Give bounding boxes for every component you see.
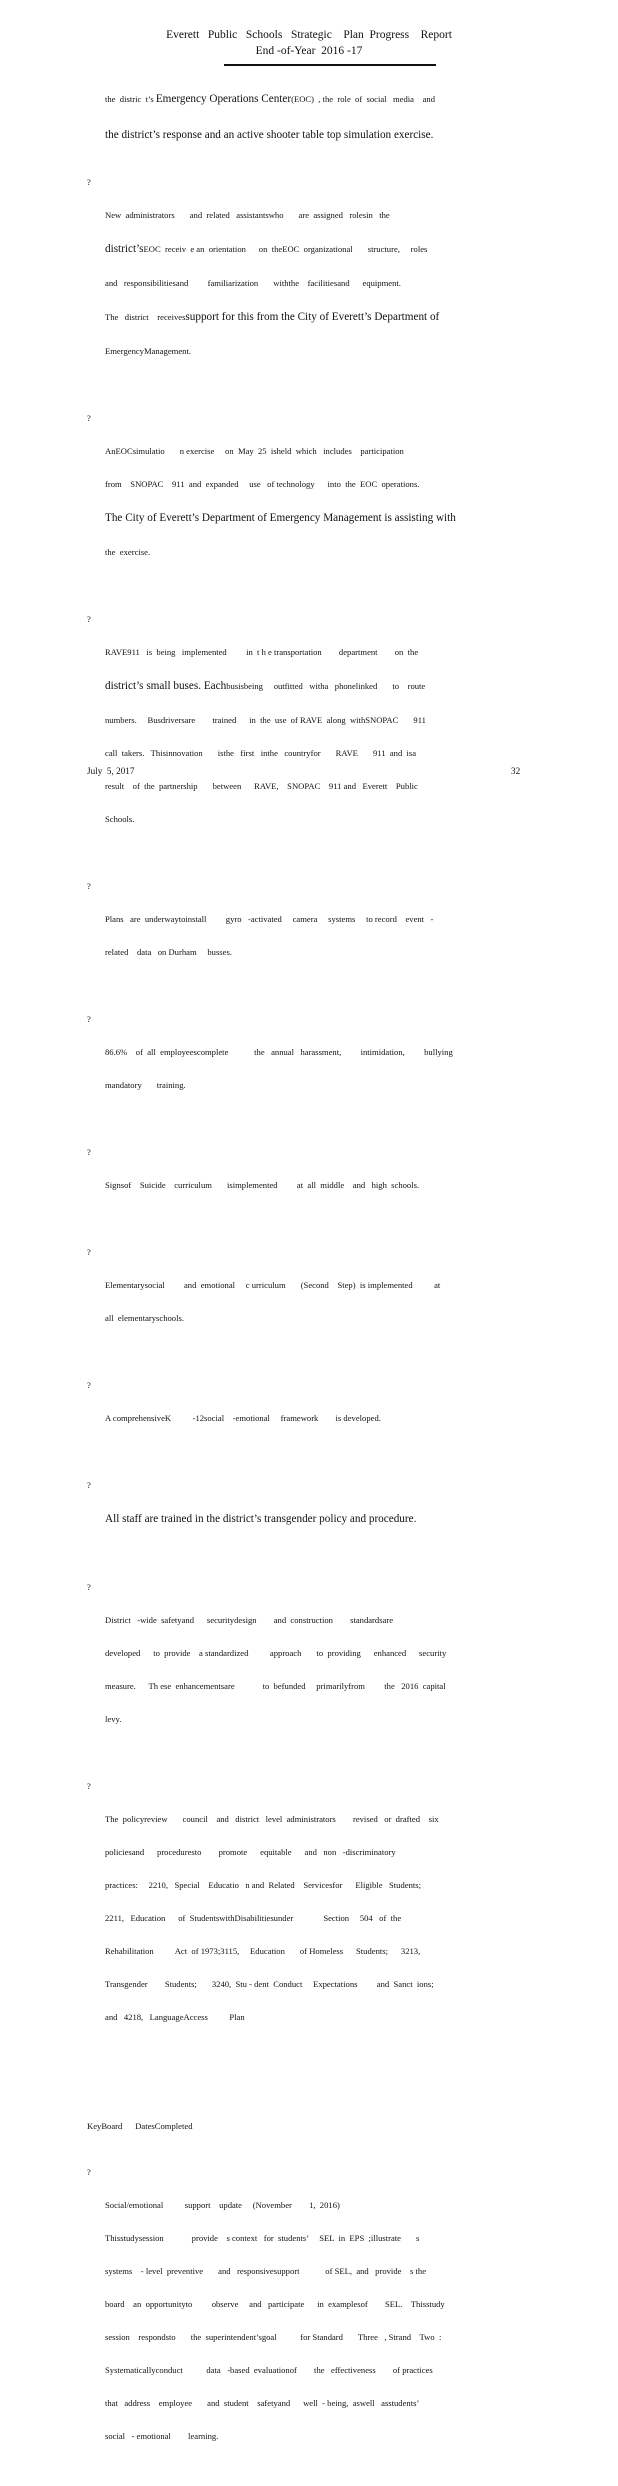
- text-line: All staff are trained in the district’s transgender policy and procedure.: [105, 1513, 417, 1525]
- text-line: Signsof Suicide curriculum isimplemented at all middle and high schools.: [105, 1180, 420, 1190]
- bullet-mark: ?: [87, 1247, 91, 1257]
- text-line: Plans are underwaytoinstall gyro -activated camera systems to record event -: [105, 914, 434, 924]
- text-run: district’s: [105, 243, 144, 255]
- text-line: result of the partnership between RAVE, SNOPAC 911 and Everett Public: [105, 781, 418, 791]
- text-line: social - emotional learning.: [105, 2431, 219, 2441]
- text-line: EmergencyManagement.: [105, 346, 191, 356]
- text-line: practices: 2210, Special Educatio n and Related Servicesfor Eligible Students;: [105, 1880, 421, 1890]
- bullet-mark: ?: [87, 881, 91, 891]
- text-line: AnEOCsimulatio n exercise on May 25 isheld which includes participation: [105, 446, 404, 456]
- text-line: District -wide safetyand securitydesign and construction standardsare: [105, 1615, 394, 1625]
- text-line: the district’s response and an active shooter table top simulation exercise.: [105, 129, 434, 141]
- text-run: district’s small buses. Each: [105, 680, 227, 692]
- text-line: from SNOPAC 911 and expanded use of technology into the EOC operations.: [105, 479, 420, 489]
- text-line: Social/emotional support update (November 1, 2016): [105, 2200, 340, 2210]
- text-line: [105, 680, 539, 693]
- text-run: busisbeing outfitted witha phonelinked to route: [226, 681, 426, 691]
- text-line: A comprehensiveK -12social -emotional framework is developed.: [105, 1413, 381, 1423]
- text-line: RAVE911 is being implemented in t h e transportation department on the: [105, 647, 419, 657]
- bullet-mark: ?: [87, 1480, 91, 1490]
- text-line: 2211, Education of StudentswithDisabilitiesunder Section 504 of the: [105, 1913, 402, 1923]
- bullet-mark: ?: [87, 177, 91, 187]
- text-line: and 4218, LanguageAccess Plan: [105, 2012, 245, 2022]
- text-line: that address employee and student safetyand well - being, aswell asstudents’: [105, 2398, 420, 2408]
- bullet-mark: ?: [87, 2167, 91, 2177]
- bullet-mark: ?: [87, 1380, 91, 1390]
- text-line: Schools.: [105, 814, 135, 824]
- page-number: 32: [511, 766, 521, 776]
- text-run: support for this from the City of Everett’s Department of: [185, 311, 440, 323]
- list-item: [87, 1147, 539, 1213]
- list-item: [87, 1247, 539, 1346]
- text-line: levy.: [105, 1714, 122, 1724]
- list-item: [87, 413, 539, 580]
- list-item: [87, 614, 539, 847]
- list-item: [87, 1480, 539, 1548]
- text-line: session respondsto the superintendent’sgoal for Standard Three , Strand Two :: [105, 2332, 442, 2342]
- text-line: related data on Durham busses.: [105, 947, 232, 957]
- text-line: and responsibilitiesand familiarization withthe facilitiesand equipment.: [105, 278, 401, 288]
- text-line: board an opportunityto observe and participate in examplesof SEL. Thisstudy: [105, 2299, 445, 2309]
- bullet-mark: ?: [87, 1781, 91, 1791]
- text-line: numbers. Busdriversare trained in the use of RAVE along withSNOPAC 911: [105, 715, 426, 725]
- text-line: mandatory training.: [105, 1080, 186, 1090]
- section-heading: KeyBoard DatesCompleted: [87, 2121, 193, 2131]
- text-line: systems - level preventive and responsivesupport of SEL, and provide s the: [105, 2266, 427, 2276]
- text-line: Thisstudysession provide s context for students’ SEL in EPS ;illustrate s: [105, 2233, 420, 2243]
- spacer: [87, 2078, 539, 2088]
- list-item: [87, 881, 539, 980]
- list-item: [87, 1582, 539, 1747]
- text-run: Emergency Operations Center: [155, 93, 292, 105]
- document-body: [87, 71, 539, 2486]
- text-line: measure. Th ese enhancementsare to befunded primarilyfrom the 2016 capital: [105, 1681, 446, 1691]
- text-line: developed to provide a standardized approach to providing enhanced security: [105, 1648, 447, 1658]
- footer-date: July 5, 2017: [87, 766, 135, 776]
- bullet-mark: ?: [87, 1014, 91, 1024]
- list-item: [87, 1781, 539, 2045]
- text-run: EOC receiv e an orientation on theEOC organizational structure, roles: [143, 244, 428, 254]
- text-line: Transgender Students; 3240, Stu - dent Conduct Expectations and Sanct ions;: [105, 1979, 434, 1989]
- text-line: Rehabilitation Act of 1973;3115, Education of Homeless Students; 3213,: [105, 1946, 421, 1956]
- text-line: The City of Everett’s Department of Emergency Management is assisting with: [105, 512, 456, 524]
- text-line: 86.6% of all employeescomplete the annual harassment, intimidation, bullying: [105, 1047, 453, 1057]
- text-line: The policyreview council and district level administrators revised or drafted six: [105, 1814, 439, 1824]
- list-item: [87, 2167, 539, 2464]
- paragraph-eoc: [87, 93, 539, 106]
- text-line: all elementaryschools.: [105, 1313, 184, 1323]
- bullet-mark: ?: [87, 413, 91, 423]
- text-line: New administrators and related assistantswho are assigned rolesin the: [105, 210, 390, 220]
- report-title: Everett Public Schools Strategic Plan Progress Report: [166, 29, 452, 41]
- report-subtitle: End -of-Year 2016 -17: [255, 45, 363, 57]
- text-line: policiesand proceduresto promote equitable and non -discriminatory: [105, 1847, 396, 1857]
- text-run: the distric t’s: [105, 94, 156, 104]
- list-item: [87, 177, 539, 379]
- list-item: [87, 1380, 539, 1446]
- header-rule: [224, 64, 436, 66]
- text-run: The district receives: [105, 312, 186, 322]
- text-run: (EOC) , the role of social media and: [291, 94, 435, 104]
- bullet-mark: ?: [87, 614, 91, 624]
- text-line: call takers. Thisinnovation isthe first inthe countryfor RAVE 911 and isa: [105, 748, 417, 758]
- list-item: [87, 1014, 539, 1113]
- text-line: Systematicallyconduct data -based evaluationof the effectiveness of practices: [105, 2365, 433, 2375]
- text-line: the exercise.: [105, 547, 151, 557]
- bullet-mark: ?: [87, 1582, 91, 1592]
- text-line: Elementarysocial and emotional c urriculum (Second Step) is implemented at: [105, 1280, 441, 1290]
- text-line: [105, 311, 539, 324]
- text-line: [105, 243, 539, 256]
- bullet-mark: ?: [87, 1147, 91, 1157]
